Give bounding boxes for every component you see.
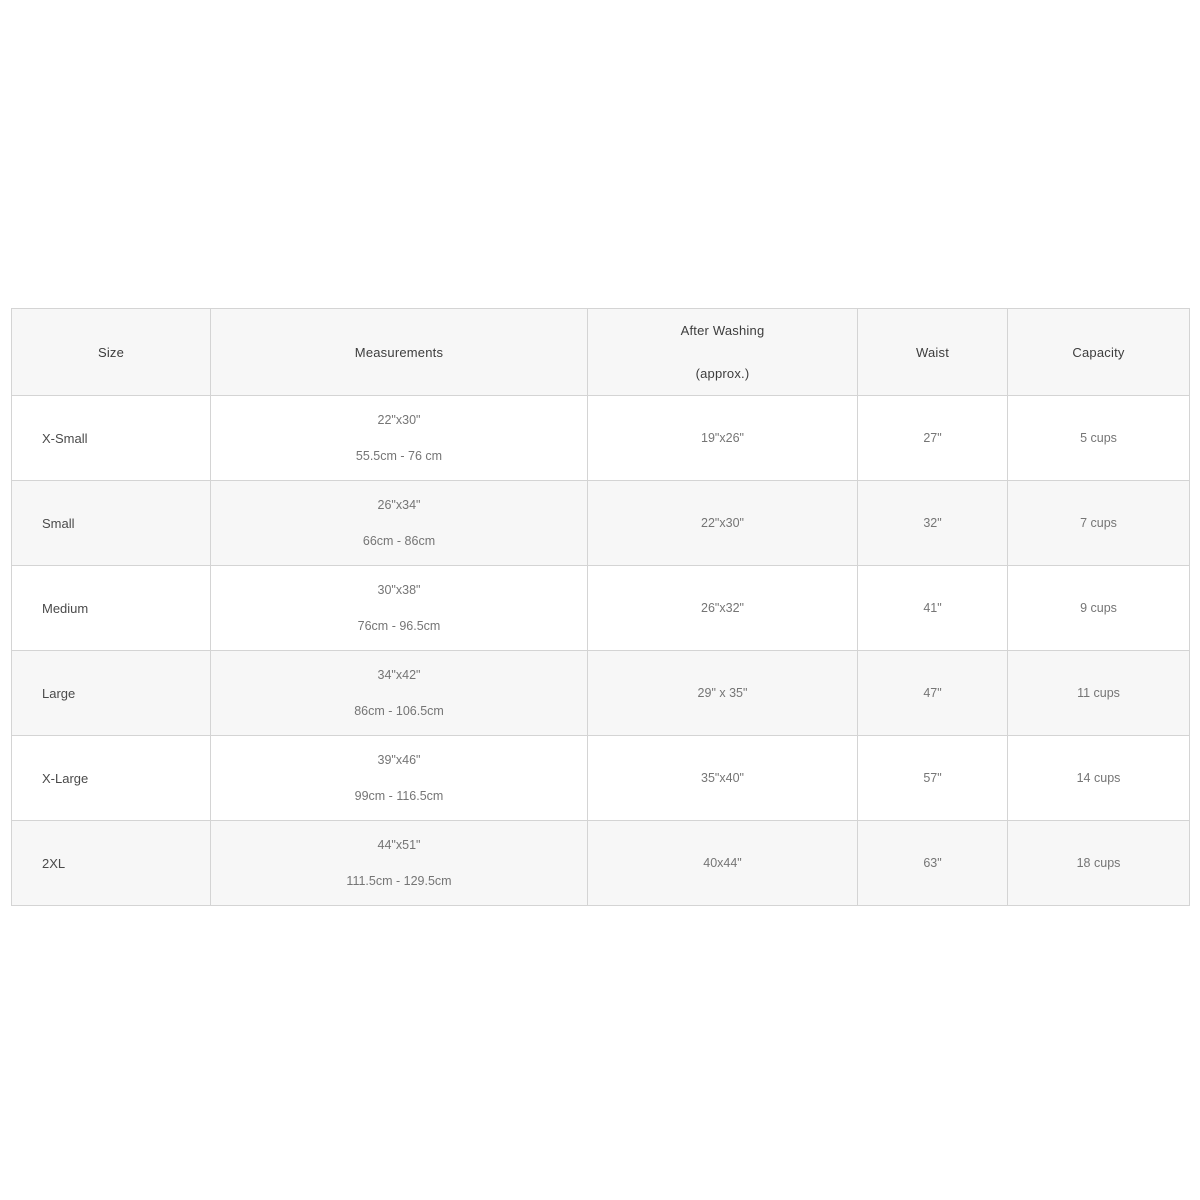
header-waist-label: Waist (915, 344, 950, 360)
measurement-inches: 39"x46" (377, 753, 421, 767)
measurements-cell (211, 396, 588, 481)
waist-cell: 63" (858, 821, 1008, 906)
header-measurements-label: Measurements (354, 344, 444, 360)
column-header-after-washing (588, 309, 858, 396)
header-size-label: Size (97, 344, 125, 360)
table-row-xsmall (12, 396, 1190, 481)
measurement-cm: 86cm - 106.5cm (354, 704, 444, 718)
column-header-capacity (1008, 309, 1190, 396)
after-washing-cell: 22"x30" (588, 481, 858, 566)
capacity-cell: 9 cups (1008, 566, 1190, 651)
measurement-inches: 30"x38" (377, 583, 421, 597)
after-washing-cell: 26"x32" (588, 566, 858, 651)
size-cell: Large (12, 651, 211, 736)
after-washing-cell: 35"x40" (588, 736, 858, 821)
table-row-medium (12, 566, 1190, 651)
measurement-cm: 111.5cm - 129.5cm (346, 874, 452, 888)
size-cell: 2XL (12, 821, 211, 906)
after-washing-cell: 40x44" (588, 821, 858, 906)
measurements-cell (211, 651, 588, 736)
waist-cell: 57" (858, 736, 1008, 821)
column-header-waist (858, 309, 1008, 396)
waist-cell: 27" (858, 396, 1008, 481)
after-washing-cell: 19"x26" (588, 396, 858, 481)
measurement-inches: 44"x51" (377, 838, 421, 852)
table-row-xlarge (12, 736, 1190, 821)
waist-cell: 47" (858, 651, 1008, 736)
table-row-small (12, 481, 1190, 566)
measurement-cm: 76cm - 96.5cm (357, 619, 441, 633)
measurements-cell (211, 736, 588, 821)
measurement-cm: 55.5cm - 76 cm (355, 449, 443, 463)
size-cell: X-Large (12, 736, 211, 821)
header-after-washing-label: After Washing (680, 323, 765, 338)
measurements-cell (211, 481, 588, 566)
size-cell: X-Small (12, 396, 211, 481)
after-washing-cell: 29" x 35" (588, 651, 858, 736)
capacity-cell: 5 cups (1008, 396, 1190, 481)
measurements-cell (211, 821, 588, 906)
measurement-inches: 22"x30" (377, 413, 421, 427)
column-header-size (12, 309, 211, 396)
table-row-large (12, 651, 1190, 736)
size-cell: Medium (12, 566, 211, 651)
capacity-cell: 7 cups (1008, 481, 1190, 566)
capacity-cell: 18 cups (1008, 821, 1190, 906)
header-capacity-label: Capacity (1072, 344, 1125, 360)
capacity-cell: 11 cups (1008, 651, 1190, 736)
header-row (12, 309, 1190, 396)
capacity-cell: 14 cups (1008, 736, 1190, 821)
size-cell: Small (12, 481, 211, 566)
measurement-inches: 34"x42" (377, 668, 421, 682)
column-header-measurements (211, 309, 588, 396)
waist-cell: 41" (858, 566, 1008, 651)
measurement-cm: 66cm - 86cm (362, 534, 436, 548)
header-approx-label: (approx.) (695, 366, 750, 381)
waist-cell: 32" (858, 481, 1008, 566)
table-row-2xl (12, 821, 1190, 906)
measurement-cm: 99cm - 116.5cm (354, 789, 444, 803)
size-chart-table (11, 308, 1190, 906)
measurements-cell (211, 566, 588, 651)
measurement-inches: 26"x34" (377, 498, 421, 512)
